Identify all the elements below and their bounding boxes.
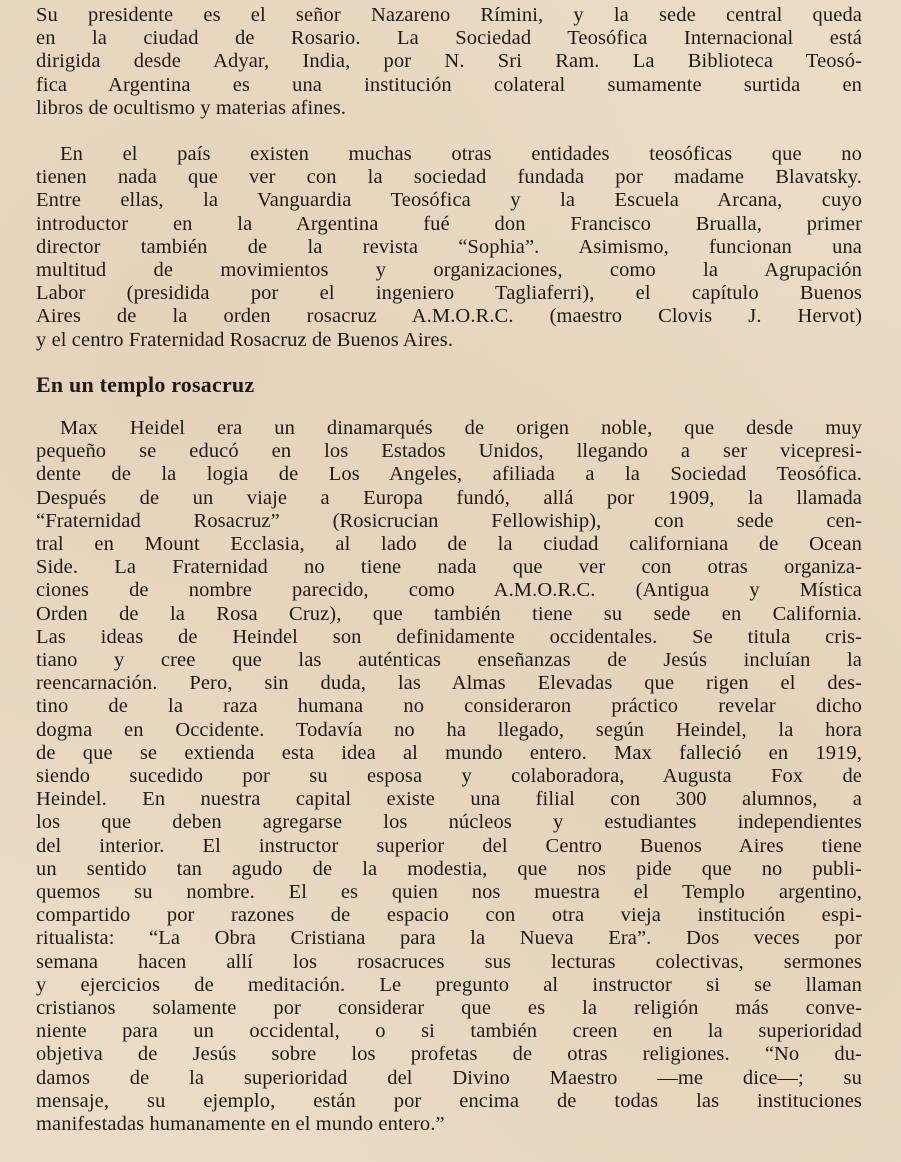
text-line: Orden de la Rosa Cruz), que también tiene su sede en California. — [36, 602, 862, 625]
text-line: dente de la logia de Los Angeles, afiliada a la Sociedad Teosófica. — [36, 463, 862, 486]
text-line: Side. La Fraternidad no tiene nada que ver con otras organiza- — [36, 556, 862, 579]
text-line: Labor (presidida por el ingeniero Tagliaferri), el capítulo Buenos — [36, 282, 862, 305]
text-line: pequeño se educó en los Estados Unidos, llegando a ser vicepresi- — [36, 440, 862, 463]
text-line: quemos su nombre. El es quien nos muestra el Templo argentino, — [36, 881, 862, 904]
text-line: tienen nada que ver con la sociedad fundada por madame Blavatsky. — [36, 166, 862, 189]
text-line: En el país existen muchas otras entidades teosóficas que no — [60, 143, 862, 165]
text-line: los que deben agregarse los núcleos y estudiantes independientes — [36, 811, 862, 834]
text-line: siendo sucedido por su esposa y colaboradora, Augusta Fox de — [36, 765, 862, 788]
section-heading: En un templo rosacruz — [36, 372, 255, 397]
text-line: Max Heidel era un dinamarqués de origen noble, que desde muy — [60, 417, 862, 439]
paragraph-rosicrucian-temple — [36, 417, 862, 1136]
text-line: damos de la superioridad del Divino Maestro —me dice—; su — [36, 1066, 862, 1089]
text-line: Heindel. En nuestra capital existe una filial con 300 alumnos, a — [36, 788, 862, 811]
text-line: y el centro Fraternidad Rosacruz de Buenos Aires. — [36, 328, 454, 351]
text-line: de que se extienda esta idea al mundo entero. Max falleció en 1919, — [36, 741, 862, 764]
text-line: cristianos solamente por considerar que es la religión más conve- — [36, 997, 862, 1020]
text-line: del interior. El instructor superior del Centro Buenos Aires tiene — [36, 834, 862, 857]
text-line: Su presidente es el señor Nazareno Rímini, y la sede central queda — [36, 4, 862, 26]
text-line: dogma en Occidente. Todavía no ha llegado, según Heindel, la hora — [36, 718, 862, 741]
text-line: tiano y cree que las auténticas enseñanzas de Jesús incluían la — [36, 649, 862, 672]
text-line: objetiva de Jesús sobre los profetas de otras religiones. “No du- — [36, 1043, 862, 1066]
text-line: reencarnación. Pero, sin duda, las Almas Elevadas que rigen el des- — [36, 672, 862, 695]
text-line: semana hacen allí los rosacruces sus lecturas colectivas, sermones — [36, 950, 862, 973]
text-line: niente para un occidental, o si también creen en la superioridad — [36, 1020, 862, 1043]
text-line: director también de la revista “Sophia”. Asimismo, funcionan una — [36, 235, 862, 258]
text-line: libros de ocultismo y materias afines. — [36, 96, 347, 119]
text-line: “Fraternidad Rosacruz” (Rosicrucian Fellowiship), con sede cen- — [36, 509, 862, 532]
text-line: un sentido tan agudo de la modestia, que nos pide que no publi- — [36, 857, 862, 880]
paragraph-intro — [36, 4, 862, 120]
text-line: en la ciudad de Rosario. La Sociedad Teosófica Internacional está — [36, 27, 862, 50]
text-line: manifestadas humanamente en el mundo entero.” — [36, 1113, 445, 1136]
text-line: dirigida desde Adyar, India, por N. Sri Ram. La Biblioteca Teosó- — [36, 50, 862, 73]
text-line: Las ideas de Heindel son definidamente occidentales. Se titula cris- — [36, 625, 862, 648]
text-line: Aires de la orden rosacruz A.M.O.R.C. (maestro Clovis J. Hervot) — [36, 305, 862, 328]
text-line: ritualista: “La Obra Cristiana para la Nueva Era”. Dos veces por — [36, 927, 862, 950]
text-line: mensaje, su ejemplo, están por encima de todas las instituciones — [36, 1089, 862, 1112]
text-line: tral en Mount Ecclasia, al lado de la ciudad californiana de Ocean — [36, 533, 862, 556]
text-line: introductor en la Argentina fué don Francisco Brualla, primer — [36, 212, 862, 235]
text-line: fica Argentina es una institución colateral sumamente surtida en — [36, 73, 862, 96]
text-line: y ejercicios de meditación. Le pregunto al instructor si se llaman — [36, 973, 862, 996]
text-line: ciones de nombre parecido, como A.M.O.R.C. (Antigua y Mística — [36, 579, 862, 602]
text-line: Entre ellas, la Vanguardia Teosófica y la Escuela Arcana, cuyo — [36, 189, 862, 212]
paragraph-other-entities — [36, 143, 862, 352]
text-line: Después de un viaje a Europa fundó, allá por 1909, la llamada — [36, 486, 862, 509]
text-line: multitud de movimientos y organizaciones, como la Agrupación — [36, 259, 862, 282]
text-line: compartido por razones de espacio con otra vieja institución espi- — [36, 904, 862, 927]
text-line: tino de la raza humana no consideraron práctico revelar dicho — [36, 695, 862, 718]
